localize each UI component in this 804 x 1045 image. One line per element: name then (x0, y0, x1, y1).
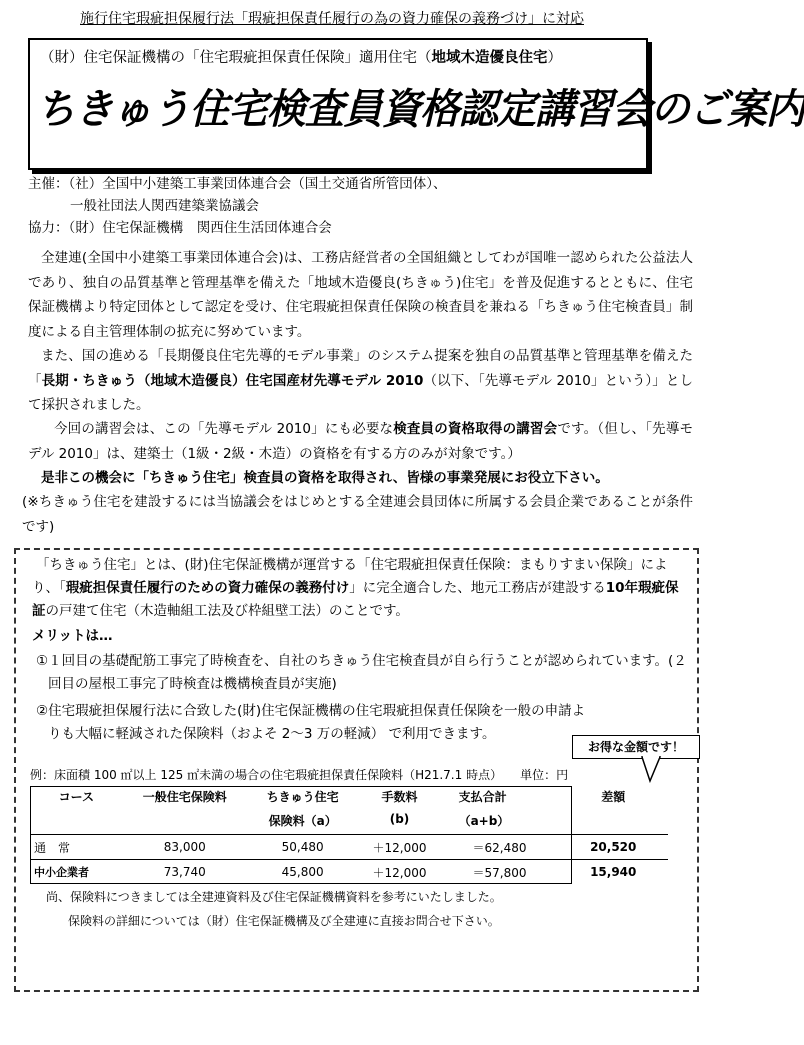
merit-item-2: ②住宅瑕疵担保履行法に合致した(財)住宅保証機構の住宅瑕疵担保責任保険を一般の申請よりも大幅に軽減された保険料（およそ 2～3 万の軽減） で利用できます。 (36, 703, 586, 742)
merit-item-1: ①１回目の基礎配筋工事完了時検査を、自社のちきゅう住宅検査員が自ら行うことが認められています。(２回目の屋根工事完了時検査は機構検査員が実施) (36, 653, 687, 692)
intro-paragraph-2: また、国の進める「長期優良住宅先導的モデル事業」のシステム提案を独自の品質基準と管理基準を備えた「長期・ちきゅう（地域木造優良）住宅国産材先導モデル 2010（以下、「先導モデル 2010」という）」として採択されました。 (28, 348, 693, 413)
col-total: 支払合計 (458, 790, 507, 804)
title-box (28, 38, 804, 170)
callout-pointer (640, 757, 680, 785)
fee-example-caption: 例：床面積 100 ㎡以上 125 ㎡未満の場合の住宅瑕疵担保責任保険料（H21.7.1 時点） 単位：円 (30, 768, 569, 782)
col-fee-sub: (b) (358, 810, 440, 835)
table-row: 通 常 83,000 50,480 ＋12,000 ＝62,480 20,520 (30, 835, 668, 860)
fee-note-2: 保険料の詳細については（財）住宅保証機構及び全建連に直接お問合せ下さい。 (68, 914, 500, 928)
law-heading: 施行住宅瑕疵担保履行法「瑕疵担保責任履行の為の資力確保の義務づけ」に対応 (80, 11, 584, 27)
merit-heading: メリットは… (32, 628, 113, 644)
table-row: 中小企業者 73,740 45,800 ＋12,000 ＝57,800 15,940 (34, 865, 637, 880)
col-chikyu-premium-sub: 保険料（a） (247, 810, 359, 835)
host-line-1: 主催：（社）全国中小建築工事業団体連合会（国土交通省所管団体）、 (28, 176, 447, 192)
col-total-sub: （a+b） (441, 810, 559, 835)
intro-paragraph-3: 今回の講習会は、この「先導モデル 2010」にも必要な検査員の資格取得の講習会です。（但し、「先導モデル 2010」は、建築士（1級・2級・木造）の資格を有する方のみが対象です。） (28, 421, 694, 462)
col-general-premium: 一般住宅保険料 (142, 790, 227, 804)
fee-table (30, 786, 668, 884)
fee-note-1: 尚、保険料につきましては全建連資料及び住宅保証機構資料を参考にいたしました。 (46, 890, 502, 904)
cooperation-line: 協力：（財）住宅保証機構 関西住生活団体連合会 (28, 220, 332, 236)
intro-call-to-action: 是非この機会に「ちきゅう住宅」検査員の資格を取得され、皆様の事業発展にお役立下さい。 (41, 470, 609, 486)
col-fee: 手数料 (381, 790, 418, 804)
host-line-2: 一般社団法人関西建築業協議会 (70, 198, 259, 214)
page-title: ちきゅう住宅検査員資格認定講習会のご案内 (36, 85, 804, 133)
col-difference: 差額 (601, 790, 626, 804)
callout-bubble: お得な金額です！ (572, 735, 700, 759)
title-subheading: （財）住宅保証機構の「住宅瑕疵担保責任保険」適用住宅（地域木造優良住宅） (40, 50, 562, 66)
col-course: コース (58, 790, 95, 804)
intro-paragraph-1: 全建連(全国中小建築工事業団体連合会)は、工務店経営者の全国組織としてわが国唯一認められた公益法人であり、独自の品質基準と管理基準を備えた「地域木造優良(ちきゅう)住宅」を普及促進するとともに、住宅保証機構より特定団体として認定を受け、住宅瑕疵担保責任保険の検査員を兼ねる「ちきゅう住宅検査員」制度による自主管理体制の拡充に努めています。 (28, 250, 693, 340)
chikyu-house-definition: 「ちきゅう住宅」とは、(財)住宅保証機構が運営する「住宅瑕疵担保責任保険：まもりすまい保険」により、「瑕疵担保責任履行のための資力確保の義務付け」に完全適合した、地元工務店が建設する10年瑕疵保証の戸建て住宅（木造軸組工法及び枠組壁工法）のことです。 (32, 557, 679, 619)
col-chikyu-premium: ちきゅう住宅 (266, 790, 339, 804)
intro-membership-note: (※ちきゅう住宅を建設するには当協議会をはじめとする全建連会員団体に所属する会員企業であることが条件です) (22, 494, 693, 535)
